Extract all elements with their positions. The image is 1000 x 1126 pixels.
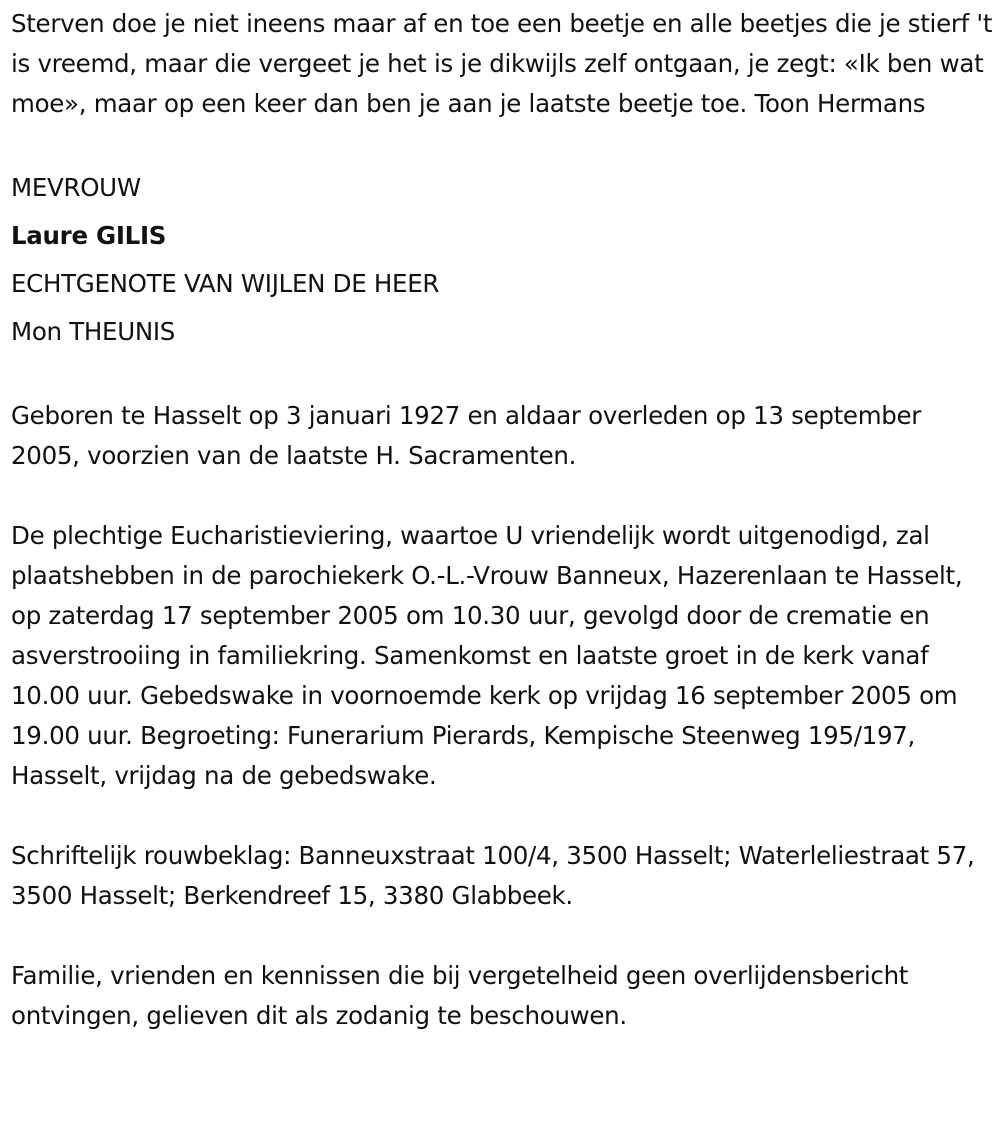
condolences-paragraph: Schriftelijk rouwbeklag: Banneuxstraat 100/4, 3500 Hasselt; Waterleliestraat 57, 3500 Hasselt; Berkendreef 15, 3380 Glabbeek. — [11, 841, 975, 910]
spouse-name: Mon THEUNIS — [11, 317, 176, 346]
obituary-document — [11, 4, 996, 1036]
birth-death-paragraph: Geboren te Hasselt op 3 januari 1927 en aldaar overleden op 13 september 2005, voorzien van de laatste H. Sacramenten. — [11, 401, 922, 470]
spacer — [11, 356, 996, 396]
spacer — [11, 916, 996, 956]
opening-quote: Sterven doe je niet ineens maar af en toe een beetje en alle beetjes die je stierf 't is vreemd, maar die vergeet je het is je dikwijls zelf ontgaan, je zegt: «Ik ben wat moe», maar op een keer dan ben je aan je laatste beetje toe. Toon Hermans — [11, 9, 993, 118]
deceased-name: Laure GILIS — [11, 221, 167, 250]
ceremony-paragraph: De plechtige Eucharistieviering, waartoe U vriendelijk wordt uitgenodigd, zal plaatshebben in de parochiekerk O.-L.-Vrouw Banneux, Hazerenlaan te Hasselt, op zaterdag 17 september 2005 om 10.30 uur, gevolgd door de crematie en asverstrooiing in familiekring. Samenkomst en laatste groet in de kerk vanaf 10.00 uur. Gebedswake in voornoemde kerk op vrijdag 16 september 2005 om 19.00 uur. Begroeting: Funerarium Pierards, Kempische Steenweg 195/197, Hasselt, vrijdag na de gebedswake. — [11, 521, 963, 790]
spacer — [11, 476, 996, 516]
spacer — [11, 796, 996, 836]
deceased-relation: ECHTGENOTE VAN WIJLEN DE HEER — [11, 269, 440, 298]
deceased-title: MEVROUW — [11, 173, 141, 202]
spacer — [11, 124, 996, 164]
notice-paragraph: Familie, vrienden en kennissen die bij vergetelheid geen overlijdensbericht ontvingen, gelieven dit als zodanig te beschouwen. — [11, 961, 909, 1030]
